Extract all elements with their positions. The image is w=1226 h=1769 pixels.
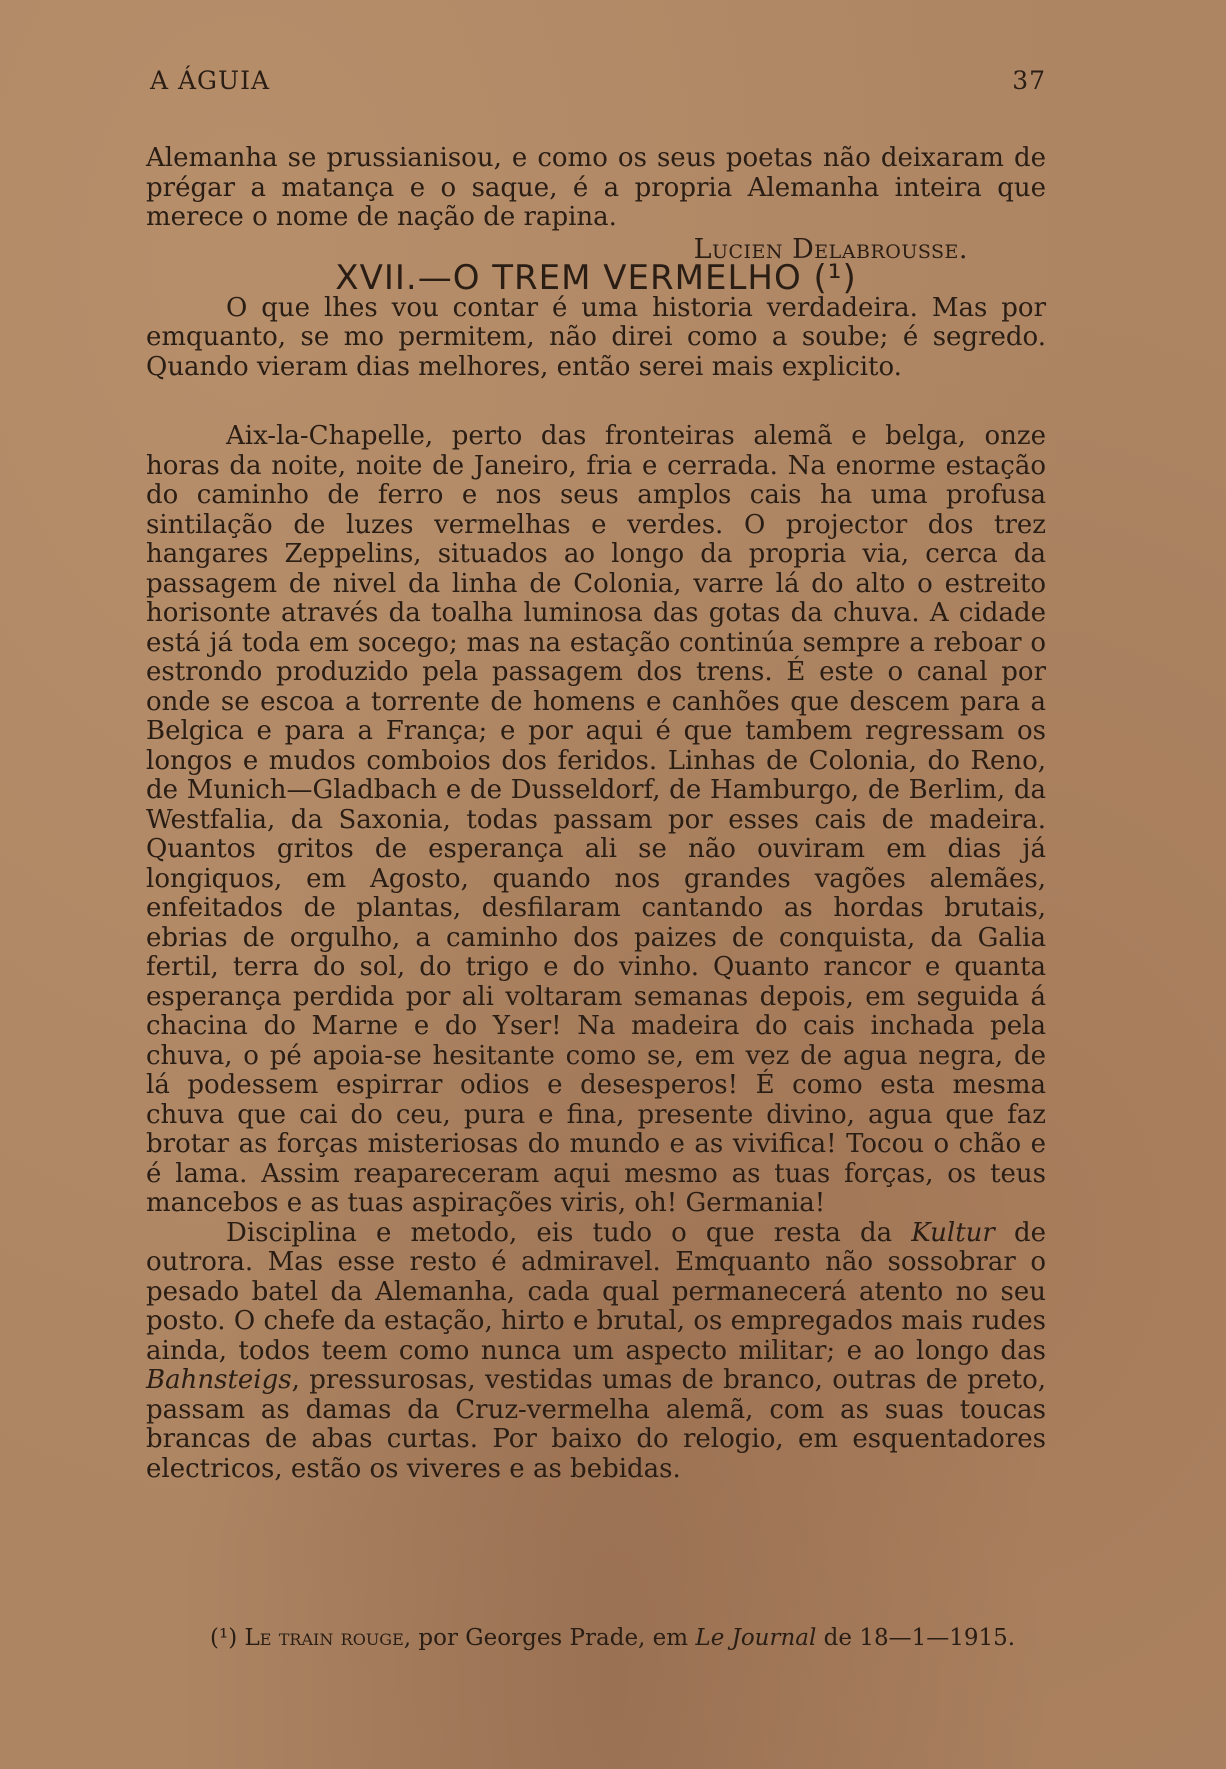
chapter-title-text: XVII.—O TREM VERMELHO [335,258,802,298]
paragraph-station: Aix-la-Chapelle, perto das fronteiras alemã e belga, onze horas da noite, noite de Janeiro, fria e cerrada. Na enorme estação do caminho de ferro e nos seus amplos cais ha uma profusa sintilação de luzes vermelhas e verdes. O projector dos trez hangares Zeppelins, situados ao longo da propria via, cerca da passagem de nivel da linha de Colonia, varre lá do alto o estreito horisonte através da toalha luminosa das gotas da chuva. A cidade está já toda em socego; mas na estação continúa sempre a reboar o estrondo produzido pela passagem dos trens. É este o canal por onde se escoa a torrente de homens e canhões que descem para a Belgica e para a França; e por aqui é que tambem regressam os longos e mudos comboios dos feridos. Linhas de Colonia, do Reno, de Munich—Gladbach e de Dusseldorf, de Hamburgo, de Berlim, da Westfalia, da Saxonia, todas passam por esses cais de madeira. Quantos gritos de esperança ali se não ouviram em dias já longiquos, em Agosto, quando nos grandes vagões alemães, enfeitados de plantas, desfilaram cantando as hordas brutais, ebrias de orgulho, a caminho dos paizes de conquista, da Galia fertil, terra do sol, do trigo e do vinho. Quanto rancor e quanta esperança perdida por ali voltaram semanas depois, em seguida á chacina do Marne e do Yser! Na madeira do cais inchada pela chuva, o pé apoia-se hesitante como se, em vez de agua negra, de lá podessem espirrar odios e desesperos! É como esta mesma chuva que cai do ceu, pura e fina, presente divino, agua que faz brotar as forças misteriosas do mundo e as vivifica! Tocou o chão e é lama. Assim reapareceram aqui mesmo as tuas forças, os teus mancebos e as tuas aspirações viris, oh! Germania! [146,421,1046,1218]
footnote-journal: Le Journal [695,1625,817,1651]
body-text [146,144,1046,1484]
footnote [210,1625,1046,1651]
author-signature: Lucien Delabrousse. [693,233,968,265]
paragraph-discipline-a: Disciplina e metodo, eis tudo o que resta da [226,1217,912,1248]
paragraph-discipline-c: , pressurosas, vestidas umas de branco, outras de preto, passam as damas da Cruz-vermelha alemã, com as suas toucas brancas de abas curtas. Por baixo do relogio, em esquentadores electricos, estão os viveres e as bebidas. [146,1365,1046,1484]
chapter-title [146,258,1046,298]
paragraph-discipline [146,1219,1046,1485]
footnote-date: de 18—1—1915. [816,1625,1016,1651]
paragraph-continuation: Alemanha se prussianisou, e como os seus poetas não deixaram de prégar a matança e o saque, é a propria Alemanha inteira que merece o nome de nação de rapina. [146,143,1046,232]
term-bahnsteigs: Bahnsteigs [146,1365,292,1395]
section-gap [146,382,1046,422]
chapter-footnote-marker: (¹) [813,258,857,298]
paragraph-discipline-b: de outrora. Mas esse resto é admiravel. Emquanto não sossobrar o pesado batel da Alemanha, cada qual permanecerá atento no seu posto. O chefe da estação, hirto e brutal, os empregados mais rudes ainda, todos teem como nunca um aspecto militar; e ao longo das [146,1217,1046,1366]
footnote-marker: (¹) [210,1625,238,1651]
footnote-mid: , por Georges Prade, em [403,1625,696,1651]
page-number: 37 [1012,66,1046,95]
running-head [150,66,1046,100]
paragraph-intro: O que lhes vou contar é uma historia verdadeira. Mas por emquanto, se mo permitem, não direi como a soube; é segredo. Quando vieram dias melhores, então serei mais explicito. [146,292,1046,382]
footnote-title: Le train rouge [244,1625,404,1651]
journal-title: A ÁGUIA [150,66,271,95]
term-kultur: Kultur [911,1217,995,1248]
